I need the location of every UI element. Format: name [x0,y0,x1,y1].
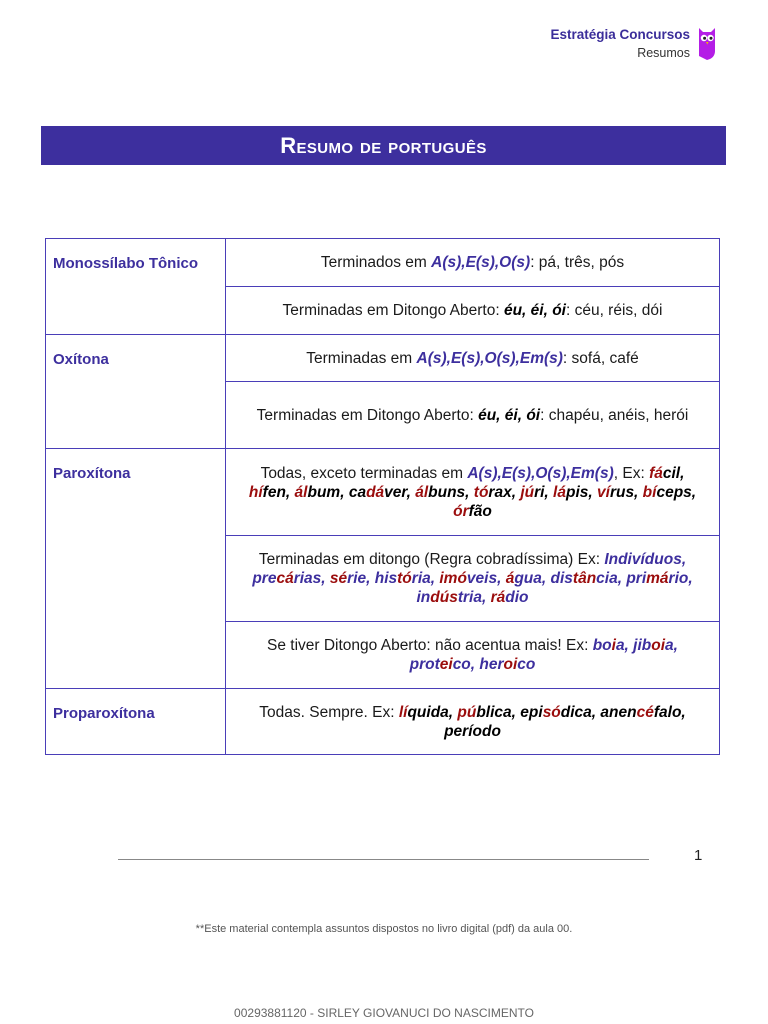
highlighted-text: ceps, [656,483,697,501]
cell-text: Terminadas em Ditongo Aberto: [282,302,504,319]
page-title: Resumo de português [41,126,726,165]
highlighted-text: cia, [596,570,627,587]
cell-text: : chapéu, anéis, herói [540,406,689,424]
cell-text: : pá, três, pós [530,254,625,271]
highlighted-text: a, [665,637,678,654]
cell-text: Terminadas em [306,349,417,367]
highlighted-text: falo, [653,703,686,721]
highlighted-text: in [416,589,431,606]
highlighted-text: rio, [668,570,693,587]
highlighted-text: dá [366,483,385,501]
highlighted-text: tria, [457,589,491,606]
highlighted-text: dis [550,570,573,587]
footnote: **Este material contempla assuntos dispostos no livro digital (pdf) da aula 00. [195,923,573,935]
highlighted-text: ál [294,483,308,501]
highlighted-text: hí [248,483,263,501]
highlighted-text: rias, [293,570,330,587]
highlighted-text: perí [444,722,473,740]
highlighted-text: bo [592,637,612,654]
rule-cell [226,287,720,335]
highlighted-text: bum, [307,483,349,501]
highlighted-text: lá [553,483,566,501]
highlighted-text: éu, éi, ói [478,406,541,424]
highlighted-text: prot [409,656,440,673]
highlighted-text: pis, [565,483,597,501]
highlighted-text: co, [452,656,480,673]
cell-text: , Ex: [613,464,650,482]
highlighted-text: éu, éi, ói [503,302,566,319]
highlighted-text: tó [397,570,412,587]
highlighted-text: duos, [644,551,687,568]
highlighted-text: A(s),E(s),O(s),Em(s) [467,464,614,482]
highlighted-text: á [505,570,515,587]
cell-text: Terminadas em Ditongo Aberto: [256,406,479,424]
rule-cell [226,689,720,755]
rule-cell [226,536,720,622]
highlighted-text: cé [636,703,654,721]
page-number: 1 [694,847,703,864]
highlighted-text: oi [651,637,666,654]
highlighted-text: má [646,570,669,587]
highlighted-text: cil, [662,464,685,482]
highlighted-text: dio [505,589,529,606]
highlighted-text: sé [329,570,348,587]
highlighted-text: buns, [428,483,474,501]
highlighted-text: pú [457,703,477,721]
row-label: Oxítona [46,335,226,449]
highlighted-text: oi [503,656,518,673]
highlighted-text: rus, [609,483,643,501]
highlighted-text: fão [468,502,492,520]
highlighted-text: ca [348,483,367,501]
cell-text: : sofá, café [562,349,639,367]
row-label: Paroxítona [46,449,226,689]
license-owner: 00293881120 - SIRLEY GIOVANUCI DO NASCIMENTO [234,1006,534,1020]
highlighted-text: rax, [488,483,521,501]
rule-cell [226,449,720,536]
rule-cell [226,382,720,449]
rule-cell [226,622,720,689]
highlighted-text: dica, [560,703,601,721]
highlighted-text: rie, [347,570,375,587]
highlighted-text: a, [615,637,634,654]
highlighted-text: ria, [411,570,440,587]
footer-divider [118,859,649,860]
highlighted-text: blica, [476,703,521,721]
highlighted-text: só [542,703,561,721]
highlighted-text: pri [626,570,647,587]
highlighted-text: ver, [384,483,416,501]
highlighted-text: lí [398,703,408,721]
highlighted-text: epi [520,703,543,721]
table-row [46,689,720,755]
highlighted-text: imó [439,570,467,587]
brand-subtitle: Resumos [637,46,690,60]
row-label: Monossílabo Tônico [46,239,226,335]
highlighted-text: Indiví [604,551,645,568]
rule-cell [226,239,720,287]
cell-text: : céu, réis, dói [565,302,663,319]
highlighted-text: fen, [262,483,295,501]
cell-text: Todas, exceto terminadas em [260,464,468,482]
row-label: Proparoxítona [46,689,226,755]
highlighted-text: rá [490,589,506,606]
highlighted-text: cá [276,570,294,587]
highlighted-text: anen [600,703,637,721]
highlighted-text: A(s),E(s),O(s) [431,254,531,271]
highlighted-text: his [374,570,398,587]
highlighted-text: quida, [407,703,458,721]
cell-text: Terminados em [320,254,432,271]
highlighted-text: A(s),E(s),O(s),Em(s) [416,349,563,367]
cell-text: Todas. Sempre. Ex: [259,703,399,721]
brand-header [550,26,690,62]
highlighted-text: ál [415,483,429,501]
highlighted-text: her [479,656,504,673]
highlighted-text: veis, [466,570,506,587]
highlighted-text: bí [642,483,657,501]
highlighted-text: ri, [534,483,554,501]
highlighted-text: jib [633,637,652,654]
highlighted-text: fá [649,464,663,482]
cell-text: Terminadas em ditongo (Regra cobradíssima) Ex: [258,551,605,568]
highlighted-text: ví [597,483,610,501]
highlighted-text: dús [430,589,458,606]
highlighted-text: co [517,656,536,673]
highlighted-text: i [611,637,616,654]
highlighted-text: ei [439,656,453,673]
highlighted-text: tân [572,570,597,587]
table-row [46,449,720,536]
highlighted-text: jú [520,483,535,501]
highlighted-text: pre [252,570,277,587]
highlighted-text: tó [473,483,489,501]
highlighted-text: ór [453,502,469,520]
table-row [46,239,720,287]
owl-logo-icon [696,25,718,61]
brand-name: Estratégia Concursos [550,27,690,42]
table-row [46,335,720,382]
accent-rules-table [45,238,720,755]
cell-text: Se tiver Ditongo Aberto: não acentua mais! Ex: [267,637,593,654]
highlighted-text: odo [472,722,501,740]
rule-cell [226,335,720,382]
highlighted-text: gua, [514,570,551,587]
